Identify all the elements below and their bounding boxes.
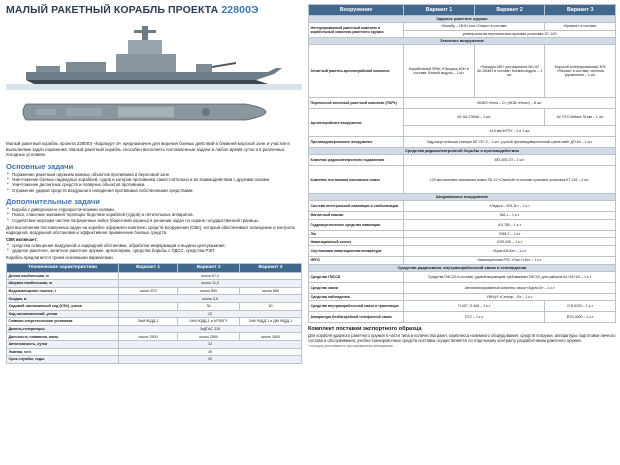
row-value: АЛ-780 – 1 к-т bbox=[404, 219, 616, 230]
spec-value: около 870 bbox=[119, 287, 178, 295]
spec-header: Вариант 2 bbox=[178, 263, 240, 272]
group-nav: Штурманское вооружение bbox=[309, 194, 616, 201]
row-value: «Бримос» в составе: bbox=[545, 23, 616, 31]
extra-tasks-heading: Дополнительные задачи bbox=[6, 196, 100, 206]
spec-label: Срок службы, годы bbox=[7, 356, 119, 364]
row-value: Автоматизированный комплекс связи «Буран-8» – 1 к-т bbox=[404, 282, 616, 293]
row-value: АУ АК-176МА – 1 шт. bbox=[404, 109, 545, 126]
table-row bbox=[309, 137, 616, 148]
row-value: ICS 6200 – 1 к-т bbox=[545, 301, 616, 312]
right-column bbox=[308, 4, 616, 462]
export-text: Для корабля ударного ракетного оружия в части типа и количества ракет, комплекса наземного оборудования, средств погрузки, аппаратуры подготовки личного состава и обслуживания, учебно-тренировочных средств поставка осуществляется по отдельному контракту разработчиком ракетного оружия. bbox=[308, 333, 616, 344]
group-row bbox=[309, 264, 616, 271]
row-value: НЭЛ-20К – 1 к-т bbox=[404, 238, 616, 246]
svk-heading-text: СВК включает: bbox=[6, 237, 38, 243]
variants-note: Корабль предлагается тремя основными вариантами. bbox=[6, 255, 114, 261]
group-comm: Средства радиосвязи, внутрикорабельной связи и телевидения bbox=[309, 264, 616, 271]
table-row bbox=[7, 303, 302, 311]
table-row bbox=[309, 282, 616, 293]
table-row bbox=[309, 271, 616, 282]
title-prefix: МАЛЫЙ РАКЕТНЫЙ КОРАБЛЬ ПРОЕКТА bbox=[6, 4, 219, 16]
table-row bbox=[7, 295, 302, 303]
row-value: «Бриз-КМ-Кэ» – 1 к-т bbox=[404, 245, 616, 256]
spec-label: Длина наибольшая, м bbox=[7, 272, 119, 280]
left-column bbox=[6, 4, 302, 462]
extra-tasks-list bbox=[6, 207, 302, 223]
list-item: • Уничтожение боевых надводных кораблей, судов и катеров противника самостоятельно и во взаимодействии с другими силами. bbox=[6, 177, 302, 182]
row-label: Противодиверсионное вооружение bbox=[309, 137, 404, 148]
row-label: Магнитный компас bbox=[309, 212, 404, 220]
group-row bbox=[309, 16, 616, 23]
table-row bbox=[309, 312, 616, 323]
table-row bbox=[7, 287, 302, 295]
table-row bbox=[7, 356, 302, 364]
row-label: Переносной зенитный ракетный комплекс (ПЗРК) bbox=[309, 98, 404, 109]
project-number: 22800Э bbox=[221, 4, 259, 16]
row-label: Спутниковая навигационная аппаратура bbox=[309, 245, 404, 256]
group-strike: Ударное ракетное оружие bbox=[309, 16, 616, 23]
row-label: Артиллерийское вооружение bbox=[309, 109, 404, 137]
armament-header: Вариант 2 bbox=[474, 5, 545, 16]
spec-value: около 890 bbox=[178, 287, 240, 295]
table-row bbox=[309, 256, 616, 264]
armament-header-row bbox=[309, 5, 616, 16]
table-row bbox=[7, 340, 302, 348]
spec-value: около 880 bbox=[240, 287, 302, 295]
spec-value: около 11,0 bbox=[119, 280, 302, 288]
table-row bbox=[309, 166, 616, 194]
row-label: Средства внутрикорабельной связи и трансляции bbox=[309, 301, 404, 312]
table-row bbox=[309, 245, 616, 256]
list-item: • Уничтожение десантных средств и плавучих объектов противника. bbox=[6, 182, 302, 187]
spec-label: Экипаж, чел. bbox=[7, 348, 119, 356]
row-label: Комплекс радиоэлектронного подавления bbox=[309, 155, 404, 166]
row-label: Зенитный ракетно-артиллерийский комплекс bbox=[309, 45, 404, 98]
spec-label: Осадка, м bbox=[7, 295, 119, 303]
group-radio: Средства радиоэлектронной борьбы и противодействия bbox=[309, 148, 616, 155]
row-label: Средства ГМССБ bbox=[309, 271, 404, 282]
spec-label: Ширина наибольшая, м bbox=[7, 280, 119, 288]
armament-header: Вариант 3 bbox=[545, 5, 616, 16]
row-label: Аппаратура безбатарейной телефонной связи bbox=[309, 312, 404, 323]
row-value: BTS-4000 – 1 к-т bbox=[545, 312, 616, 323]
row-value: 14,5 мм МТПУ – 2 и 1 шт. bbox=[404, 125, 616, 136]
group-air: Зенитное вооружение bbox=[309, 38, 616, 45]
row-value: МП-405-1Э – 1 шт. bbox=[404, 155, 616, 166]
list-item: • средства освещения воздушной и надводной обстановки, обработки информации и выдачи целеуказания; bbox=[6, 243, 302, 248]
spec-value: около 2500 bbox=[119, 333, 178, 341]
spec-label: Дизель-генераторы bbox=[7, 325, 119, 333]
spec-value: 30 bbox=[240, 303, 302, 311]
row-value: АУ OTO Melara 76 мм – 1 шт. bbox=[545, 109, 616, 126]
armament-header: Вариант 1 bbox=[404, 5, 475, 16]
spec-label: Водоизмещение полное, т bbox=[7, 287, 119, 295]
row-value: Гидроакустическая станция МГ-757-2 – 1 шт.; ручной противодиверсионный гранатомёт ДП-64 – 1 шт. bbox=[404, 137, 616, 148]
group-row bbox=[309, 38, 616, 45]
row-value: БТС – 1 к-т bbox=[404, 312, 545, 323]
table-row bbox=[7, 310, 302, 318]
list-item: • Поиск, спасение экипажей терпящих бедствие кораблей (судов) и летательных аппаратов. bbox=[6, 212, 302, 217]
spec-label: Автономность, сутки bbox=[7, 340, 119, 348]
spec-value: 30 bbox=[178, 303, 240, 311]
spec-header: Вариант 1 bbox=[119, 263, 178, 272]
table-row bbox=[309, 301, 616, 312]
list-item: • Отражение ударов средств воздушного нападения противника собственными средствами. bbox=[6, 188, 302, 193]
row-value: 120-мм комплекс пассивных помех ПК-10 «Смелый» в составе пусковых установок КТ-216 – 4 шт. bbox=[404, 166, 616, 194]
spec-label: Главная энергетическая установка bbox=[7, 318, 119, 326]
ship-illustration bbox=[6, 20, 302, 138]
group-row bbox=[309, 148, 616, 155]
spec-value: около 3,6 bbox=[119, 295, 302, 303]
row-label: Гидроакустическое средство навигации bbox=[309, 219, 404, 230]
table-row bbox=[7, 348, 302, 356]
table-row bbox=[7, 280, 302, 288]
spec-table bbox=[6, 263, 302, 364]
row-value: 9К38Э «Игла – С» (9К38 «Игла») – 8 шт. bbox=[404, 98, 616, 109]
row-label: Комплекс постановки пассивных помех bbox=[309, 166, 404, 194]
spec-value: около 2800 bbox=[240, 333, 302, 341]
list-item: • Поражение ракетным оружием важных объектов противника в береговой зоне. bbox=[6, 172, 302, 177]
spec-header-row bbox=[7, 263, 302, 272]
row-label: НРЛС bbox=[309, 256, 404, 264]
row-value: «Ладога – МЭ-11» – 1 к-т bbox=[404, 201, 616, 212]
export-heading: Комплект поставки экспортного образца bbox=[308, 326, 422, 333]
row-label: Средства наблюдения bbox=[309, 293, 404, 301]
armament-header: Вооружение bbox=[309, 5, 404, 16]
spec-value: 3хДГАС 315 bbox=[119, 325, 302, 333]
spec-value: около 67,0 bbox=[119, 272, 302, 280]
row-label: Средства связи bbox=[309, 282, 404, 293]
list-item: • Содействие морским частям пограничных войск (береговой охраны) в решении задач по охране государственной границы. bbox=[6, 218, 302, 223]
row-label: Навигационный эхолот bbox=[309, 238, 404, 246]
table-row bbox=[309, 98, 616, 109]
intro-text: Малый ракетный корабль проекта 22800Э «Каракурт-Э» предназначен для ведения боевых действий в ближней морской зоне и участия в выполнении задач охранения. Малый ракетный корабль способен выполнять поставленные задачи в любое время суток и в различных погодных условиях. bbox=[6, 141, 290, 158]
svk-paragraph: Для выполнения поставленных задач на корабле оформлен комплекс средств вооружения (СВК), который обеспечивает освещение и контроль надводной, воздушной обстановки и эффективное применение боевых средств. bbox=[6, 224, 295, 236]
footnote: * позиции уточняются при заключении контракта bbox=[308, 344, 393, 349]
row-value: ЛЭМ-2 – 1 к-т bbox=[404, 230, 616, 238]
spec-label: Дальность плавания, миль bbox=[7, 333, 119, 341]
row-value: Средства ГМССБ в составе, удовлетворяющем требованиям ГМССБ для районов А1+А2+А3 – 1 к-т bbox=[404, 271, 616, 282]
list-item: • ударное ракетное, зенитное ракетное оружие, артиллерию, средства борьбы с ПДСС, средства РЭП. bbox=[6, 248, 302, 253]
table-row bbox=[7, 318, 302, 326]
table-row bbox=[309, 109, 616, 126]
spec-value: 30 bbox=[119, 356, 302, 364]
row-value: «Калибр – НКЭ» или «Оникс» в составе: bbox=[404, 23, 545, 31]
table-row bbox=[309, 201, 616, 212]
ship-drawing bbox=[6, 20, 302, 138]
spec-value: около 2500 bbox=[178, 333, 240, 341]
row-value: универсальная вертикальная пусковая установка ЗС-14Э bbox=[404, 30, 616, 38]
spec-value: ЗиМ 90ДД-1 bbox=[119, 318, 178, 326]
page-title bbox=[6, 4, 302, 16]
list-item: • Борьба с диверсионно-террористическими силами. bbox=[6, 207, 302, 212]
table-row bbox=[7, 333, 302, 341]
group-row bbox=[309, 194, 616, 201]
table-row bbox=[309, 230, 616, 238]
table-row bbox=[309, 238, 616, 246]
spec-value: 12 bbox=[119, 340, 302, 348]
main-tasks-list bbox=[6, 172, 302, 193]
table-row bbox=[309, 45, 616, 98]
table-row bbox=[309, 219, 616, 230]
table-row bbox=[309, 155, 616, 166]
row-value: Морской интегрированный ЗРК «Палаш» в составе: система управления – 1 шт. bbox=[545, 45, 616, 98]
spec-label: Ход экономический, узлов bbox=[7, 310, 119, 318]
table-row bbox=[7, 272, 302, 280]
spec-value: 2хМ 90ДД-1 и МТ90ГУ bbox=[178, 318, 240, 326]
table-row bbox=[7, 325, 302, 333]
spec-value bbox=[119, 303, 178, 311]
svk-list bbox=[6, 243, 302, 254]
row-label: Интегрированный ракетный комплекс и корабельный комплекс ракетного оружия bbox=[309, 23, 404, 38]
spec-value: 39 bbox=[119, 348, 302, 356]
spec-value: 2хМ 90ДД-1 и ДМ 90ДД-1 bbox=[240, 318, 302, 326]
spec-value: 12 bbox=[119, 310, 302, 318]
table-row bbox=[309, 212, 616, 220]
spec-header: Вариант 3 bbox=[240, 263, 302, 272]
table-row bbox=[309, 23, 616, 31]
row-label: Лаг bbox=[309, 230, 404, 238]
table-row bbox=[309, 293, 616, 301]
row-value: Навигационная РЛС «Пал-Н-Кэ» – 1 к-т bbox=[404, 256, 616, 264]
ship-top-view bbox=[23, 104, 266, 120]
row-label: Система интегральной навигации и стабилизации bbox=[309, 201, 404, 212]
row-value: Корабельный ЗРАК «Панцирь-МЭ» в составе: боевой модуль – 1 шт. bbox=[404, 45, 475, 98]
spec-label: Ходовой экономичный ход (КЭХ), узлов bbox=[7, 303, 119, 311]
armament-table bbox=[308, 4, 616, 323]
row-value: УВНЦУ «Сенсор – В» – 1 к-т bbox=[404, 293, 616, 301]
spec-header: Технические характеристики bbox=[7, 263, 119, 272]
row-value: П-407, П-408 – 1 к-т bbox=[404, 301, 545, 312]
row-value: «Панцирь-МЕ» для варианта без АУ АК-630М1 в составе: боевой модуль – 1 шт. bbox=[474, 45, 545, 98]
main-tasks-heading: Основные задачи bbox=[6, 161, 74, 171]
row-value: КМ-1 – 1 к-т bbox=[404, 212, 616, 220]
